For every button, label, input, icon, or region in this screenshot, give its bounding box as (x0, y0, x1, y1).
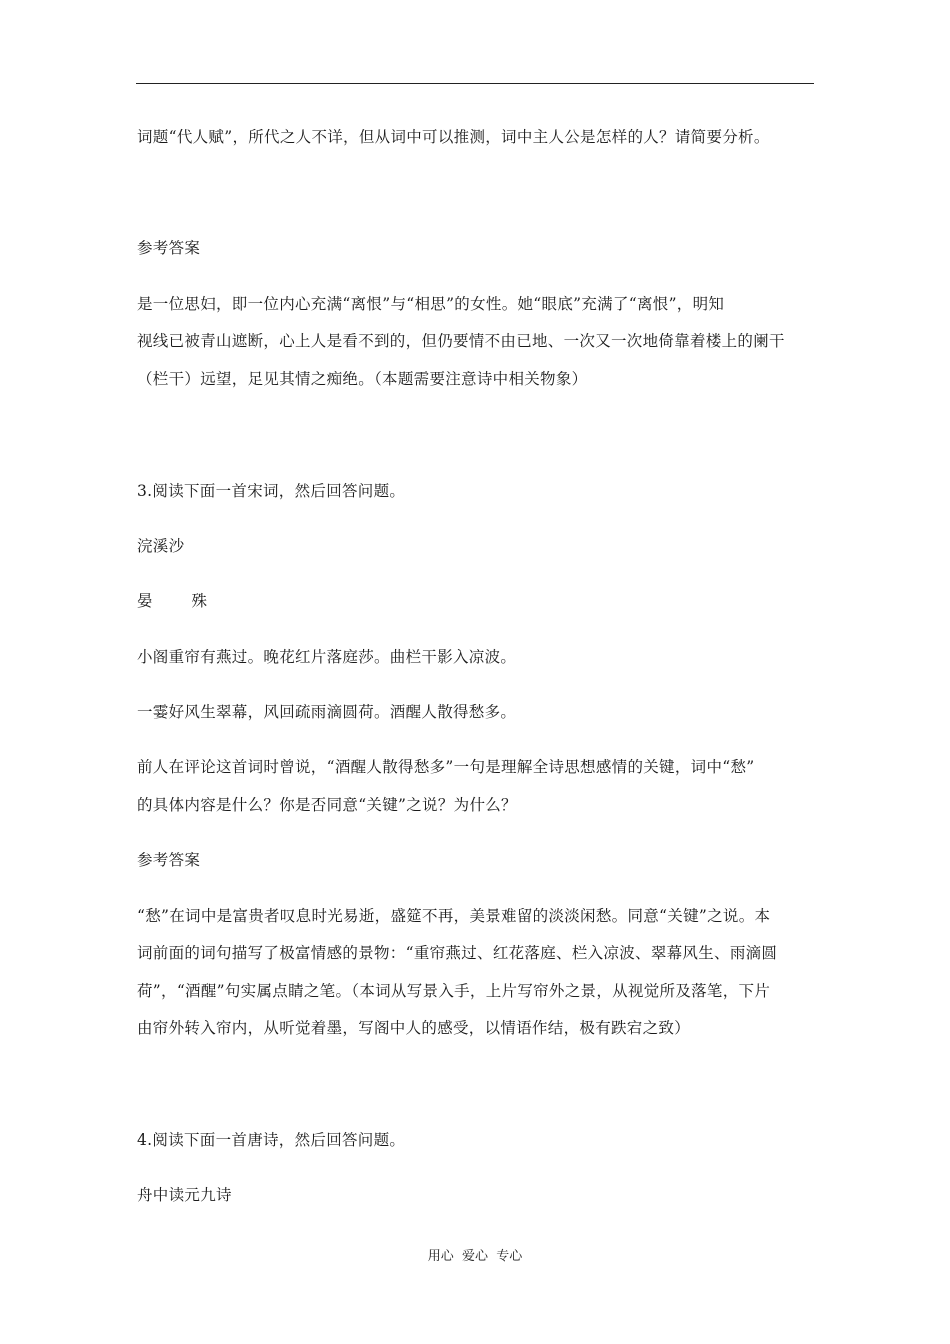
answer-line-3: （栏干）远望，足见其情之痴绝。（本题需要注意诗中相关物象） (137, 370, 588, 388)
poem-title: 浣溪沙 (137, 537, 185, 555)
answer-heading: 参考答案 (137, 239, 201, 257)
answer-line-1: 是一位思妇，即一位内心充满“离恨”与“相思”的女性。她“眼底”充满了“离恨”，明知 (137, 295, 725, 313)
poem-line-2: 一霎好风生翠幕，风回疏雨滴圆荷。酒醒人散得愁多。 (137, 703, 517, 721)
author-surname: 晏 (137, 592, 153, 610)
answer-heading-2: 参考答案 (137, 851, 201, 869)
poem-4-title: 舟中读元九诗 (137, 1186, 232, 1204)
question-prompt: 词题“代人赋”，所代之人不详，但从词中可以推测，词中主人公是怎样的人？请简要分析。 (137, 128, 770, 146)
author-given-name: 殊 (191, 592, 208, 610)
question-3-line-2: 的具体内容是什么？你是否同意“关键”之说？为什么？ (137, 796, 517, 814)
answer-3-line-2: 词前面的词句描写了极富情感的景物：“重帘燕过、红花落庭、栏入凉波、翠幕风生、雨滴圆 (137, 944, 778, 962)
answer-3-line-4: 由帘外转入帘内，从听觉着墨，写阁中人的感受，以情语作结，极有跌宕之致） (137, 1019, 691, 1037)
question-3-heading: 3.阅读下面一首宋词，然后回答问题。 (137, 482, 406, 500)
poem-line-1: 小阁重帘有燕过。晚花红片落庭莎。曲栏干影入凉波。 (137, 648, 517, 666)
answer-3-line-1: “愁”在词中是富贵者叹息时光易逝，盛筵不再，美景难留的淡淡闲愁。同意“关键”之说。本 (137, 907, 771, 925)
answer-3-line-3: 荷”，“酒醒”句实属点睛之笔。（本词从写景入手，上片写帘外之景，从视觉所及落笔，下片 (137, 982, 771, 1000)
answer-line-2: 视线已被青山遮断，心上人是看不到的，但仍要情不由已地、一次又一次地倚靠着楼上的阑干 (137, 332, 785, 350)
header-rule (136, 83, 814, 84)
poem-author (137, 591, 207, 611)
page-footer: 用心 爱心 专心 (427, 1249, 523, 1264)
question-3-line-1: 前人在评论这首词时曾说，“酒醒人散得愁多”一句是理解全诗思想感情的关键，词中“愁” (137, 758, 755, 776)
question-4-heading: 4.阅读下面一首唐诗，然后回答问题。 (137, 1131, 406, 1149)
